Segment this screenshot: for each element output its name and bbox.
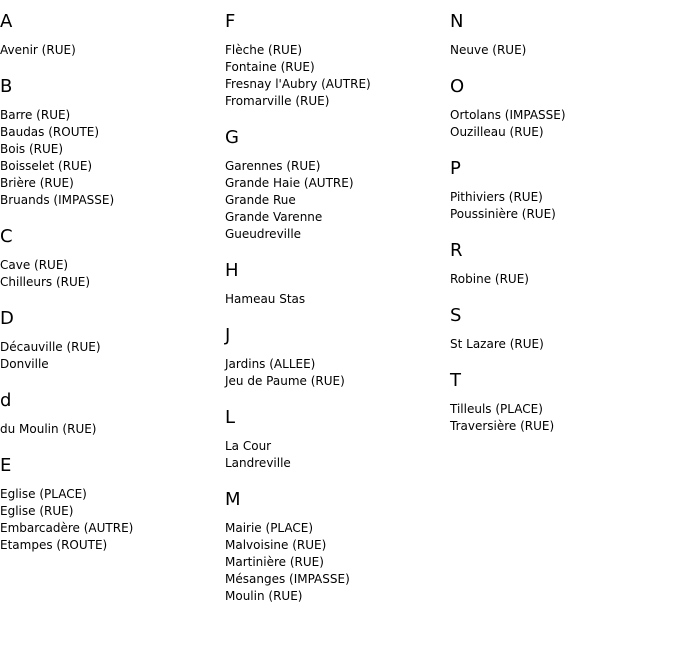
- letter-heading: O: [450, 76, 465, 97]
- letter-heading: d: [0, 390, 12, 411]
- street-item: Landreville: [225, 456, 291, 470]
- street-item: St Lazare (RUE): [450, 337, 544, 351]
- letter-group: [0, 308, 220, 373]
- street-item: Poussinière (RUE): [450, 207, 556, 221]
- letter-group: [450, 240, 670, 288]
- street-item: Chilleurs (RUE): [0, 275, 91, 289]
- street-list: [450, 107, 670, 141]
- letter-group: [0, 390, 220, 438]
- letter-heading: A: [0, 11, 13, 32]
- street-item: Bruands (IMPASSE): [0, 193, 115, 207]
- letter-heading: E: [0, 455, 12, 476]
- street-item: Jardins (ALLEE): [225, 357, 316, 371]
- street-item: Fontaine (RUE): [225, 60, 315, 74]
- street-item: Fresnay l'Aubry (AUTRE): [225, 77, 371, 91]
- letter-group: [225, 407, 445, 472]
- letter-group: [225, 127, 445, 243]
- street-list: [225, 356, 445, 390]
- letter-heading: F: [225, 11, 236, 32]
- letter-group: [225, 489, 445, 605]
- letter-group: [450, 11, 670, 59]
- letter-group: [225, 260, 445, 308]
- street-item: Hameau Stas: [225, 292, 306, 306]
- street-item: Etampes (ROUTE): [0, 538, 108, 552]
- letter-group: [450, 76, 670, 141]
- letter-heading: L: [225, 407, 236, 428]
- index-column-3: [450, 11, 670, 452]
- street-item: Martinière (RUE): [225, 555, 324, 569]
- street-list: [0, 257, 220, 291]
- street-list: [450, 42, 670, 59]
- street-item: Bois (RUE): [0, 142, 64, 156]
- street-item: Grande Haie (AUTRE): [225, 176, 354, 190]
- letter-heading: P: [450, 158, 461, 179]
- street-item: Donville: [0, 357, 49, 371]
- street-list: [0, 486, 220, 554]
- street-list: [225, 520, 445, 605]
- street-item: Grande Varenne: [225, 210, 323, 224]
- street-item: Eglise (PLACE): [0, 487, 87, 501]
- street-list: [0, 339, 220, 373]
- letter-heading: S: [450, 305, 462, 326]
- street-item: Brière (RUE): [0, 176, 74, 190]
- street-list: [225, 42, 445, 110]
- street-list: [450, 189, 670, 223]
- letter-group: [0, 226, 220, 291]
- street-list: [0, 107, 220, 209]
- street-item: Moulin (RUE): [225, 589, 303, 603]
- street-item: Jeu de Paume (RUE): [225, 374, 345, 388]
- street-item: Pithiviers (RUE): [450, 190, 543, 204]
- street-item: Décauville (RUE): [0, 340, 101, 354]
- letter-group: [0, 11, 220, 59]
- street-item: Barre (RUE): [0, 108, 71, 122]
- street-item: Traversière (RUE): [450, 419, 555, 433]
- street-list: [225, 291, 445, 308]
- letter-heading: M: [225, 489, 241, 510]
- street-item: Mairie (PLACE): [225, 521, 314, 535]
- street-item: Embarcadère (AUTRE): [0, 521, 134, 535]
- street-item: Robine (RUE): [450, 272, 529, 286]
- street-item: Boisselet (RUE): [0, 159, 93, 173]
- letter-group: [450, 305, 670, 353]
- letter-heading: R: [450, 240, 463, 261]
- street-item: Cave (RUE): [0, 258, 69, 272]
- street-list: [450, 401, 670, 435]
- street-item: du Moulin (RUE): [0, 422, 97, 436]
- street-list: [0, 42, 220, 59]
- street-list: [0, 421, 220, 438]
- street-item: Ortolans (IMPASSE): [450, 108, 566, 122]
- street-item: Tilleuls (PLACE): [450, 402, 543, 416]
- letter-heading: G: [225, 127, 239, 148]
- letter-heading: N: [450, 11, 464, 32]
- street-item: Malvoisine (RUE): [225, 538, 327, 552]
- street-item: Fromarville (RUE): [225, 94, 330, 108]
- street-item: Grande Rue: [225, 193, 296, 207]
- letter-heading: H: [225, 260, 239, 281]
- letter-group: [225, 325, 445, 390]
- letter-heading: J: [225, 325, 231, 346]
- street-list: [450, 271, 670, 288]
- letter-heading: D: [0, 308, 14, 329]
- letter-heading: C: [0, 226, 13, 247]
- index-column-1: [0, 11, 220, 571]
- letter-group: [450, 158, 670, 223]
- letter-group: [450, 370, 670, 435]
- street-list: [450, 336, 670, 353]
- street-item: La Cour: [225, 439, 272, 453]
- street-item: Ouzilleau (RUE): [450, 125, 544, 139]
- street-item: Flèche (RUE): [225, 43, 303, 57]
- street-list: [225, 158, 445, 243]
- street-list: [225, 438, 445, 472]
- letter-group: [225, 11, 445, 110]
- street-item: Neuve (RUE): [450, 43, 527, 57]
- letter-heading: B: [0, 76, 13, 97]
- street-item: Avenir (RUE): [0, 43, 76, 57]
- index-column-2: [225, 11, 445, 622]
- street-item: Garennes (RUE): [225, 159, 321, 173]
- street-item: Eglise (RUE): [0, 504, 74, 518]
- letter-heading: T: [450, 370, 461, 391]
- letter-group: [0, 76, 220, 209]
- letter-group: [0, 455, 220, 554]
- street-item: Gueudreville: [225, 227, 302, 241]
- street-item: Mésanges (IMPASSE): [225, 572, 350, 586]
- street-item: Baudas (ROUTE): [0, 125, 100, 139]
